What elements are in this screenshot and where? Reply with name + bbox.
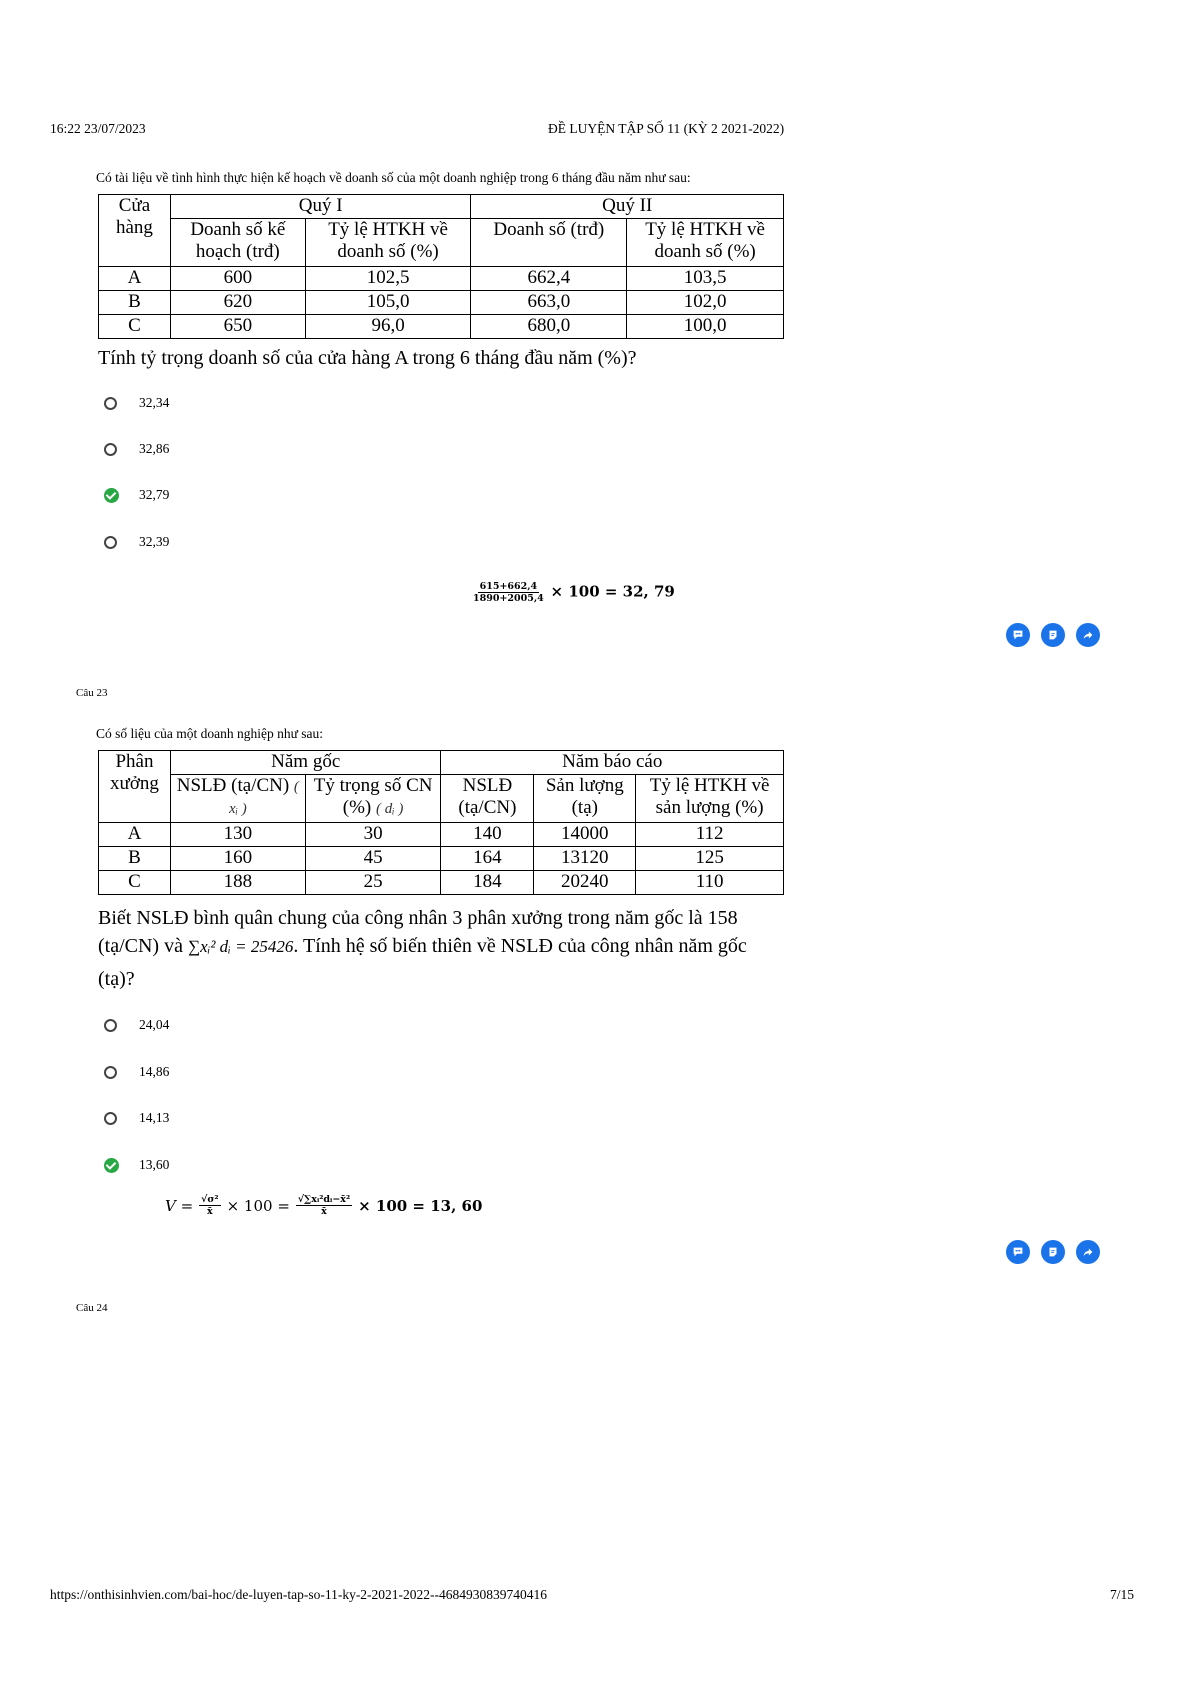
q23-option-1[interactable] [104,1014,169,1036]
page-number: 7/15 [1110,1587,1135,1602]
radio-icon[interactable] [104,1019,117,1032]
solution-mid: × 100 = [226,1196,290,1215]
cell: 102,0 [627,291,784,315]
cell: 100,0 [627,315,784,339]
option-label: 13,60 [139,1157,170,1172]
q22-option-1[interactable] [104,392,169,414]
radio-icon[interactable] [104,443,117,456]
q23-option-3[interactable] [104,1107,169,1129]
cell: 14000 [534,823,636,847]
check-circle-icon [104,1158,119,1173]
q22-option-2[interactable] [104,438,169,460]
table-row [99,823,784,847]
check-circle-icon [104,488,119,503]
q22-h-q2-rate: Tỷ lệ HTKH về doanh số (%) [627,219,784,267]
share-button[interactable] [1076,623,1100,647]
comment-button[interactable] [1006,1240,1030,1264]
cell: 13120 [534,847,636,871]
option-label: 32,34 [139,395,170,410]
cell: 620 [170,291,305,315]
option-label: 24,04 [139,1017,170,1032]
option-label: 32,86 [139,441,170,456]
solution-result: × 100 = 32, 79 [550,582,675,601]
comment-icon [1011,628,1025,642]
cell: 96,0 [305,315,471,339]
q23-h5: Tỷ lệ HTKH về sản lượng (%) [636,775,784,823]
note-button[interactable] [1041,1240,1065,1264]
table-row [99,315,784,339]
q23-label: Câu 23 [76,687,108,699]
cell: 20240 [534,871,636,895]
cell: 110 [636,871,784,895]
cell: 160 [170,847,305,871]
q23-option-4[interactable] [104,1154,169,1176]
q22-h-q1-rate: Tỷ lệ HTKH về doanh số (%) [305,219,471,267]
cell: 662,4 [471,267,627,291]
q23-base-year: Năm gốc [170,751,441,775]
table-row [99,847,784,871]
cell: 105,0 [305,291,471,315]
q22-option-4[interactable] [104,531,169,553]
print-datetime: 16:22 23/07/2023 [50,121,146,136]
header-text: NSLĐ (tạ/CN) [176,775,290,796]
q23-h1 [170,775,305,823]
q23-h2 [305,775,441,823]
comment-button[interactable] [1006,623,1030,647]
cell: B [99,291,171,315]
q22-solution [471,581,675,604]
q22-h-q1-plan: Doanh số kế hoạch (trđ) [170,219,305,267]
fraction-numerator: √σ² [201,1194,219,1205]
question-line-2 [98,932,798,961]
solution-fraction [471,581,546,604]
table-row [99,871,784,895]
fraction-numerator: √∑xᵢ²dᵢ−x̄² [297,1194,351,1205]
q22-quarter1: Quý I [170,195,471,219]
note-icon [1046,628,1060,642]
cell: B [99,847,171,871]
option-label: 32,39 [139,534,170,549]
question-formula: ∑xᵢ² dᵢ = 25426 [187,937,294,956]
option-label: 14,13 [139,1110,170,1125]
share-icon [1081,628,1095,642]
cell: C [99,871,171,895]
radio-icon[interactable] [104,1112,117,1125]
q22-option-3[interactable] [104,484,169,506]
radio-icon[interactable] [104,536,117,549]
solution-result: × 100 = 13, 60 [358,1196,483,1215]
q22-quarter2: Quý II [471,195,784,219]
fraction-denominator: x̄ [207,1206,213,1217]
solution-fraction-2 [296,1194,352,1217]
note-button[interactable] [1041,623,1065,647]
q23-h4: Sản lượng (tạ) [534,775,636,823]
cell: 600 [170,267,305,291]
cell: 650 [170,315,305,339]
option-label: 32,79 [139,487,170,502]
question-line-3: (tạ)? [98,968,135,990]
share-button[interactable] [1076,1240,1100,1264]
print-title: ĐỀ LUYỆN TẬP SỐ 11 (KỲ 2 2021-2022) [548,121,785,136]
table-row [99,267,784,291]
cell: 140 [441,823,534,847]
cell: 45 [305,847,441,871]
q22-intro: Có tài liệu về tình hình thực hiện kế hoạch về doanh số của một doanh nghiệp trong 6 tháng đầu năm như sau: [96,170,691,185]
q23-h3: NSLĐ (tạ/CN) [441,775,534,823]
cell: C [99,315,171,339]
q22-col-store: Cửa hàng [99,195,171,267]
cell: 188 [170,871,305,895]
fraction-numerator: 615+662,4 [479,581,538,592]
solution-fraction-1 [199,1194,220,1217]
cell: 25 [305,871,441,895]
q23-solution [165,1194,482,1217]
radio-icon[interactable] [104,397,117,410]
q23-col-ws: Phân xưởng [99,751,171,823]
q22-question: Tính tỷ trọng doanh số của cửa hàng A trong 6 tháng đầu năm (%)? [98,347,637,369]
cell: 112 [636,823,784,847]
fraction-denominator: 1890+2005,4 [473,593,544,604]
header-symbol: ( xᵢ ) [228,779,299,817]
fraction-denominator: x̄ [321,1206,327,1217]
q23-intro: Có số liệu của một doanh nghiệp như sau: [96,726,324,741]
q23-report-year: Năm báo cáo [441,751,784,775]
cell: 103,5 [627,267,784,291]
cell: 30 [305,823,441,847]
solution-lhs: V = [165,1196,194,1215]
cell: 680,0 [471,315,627,339]
cell: 130 [170,823,305,847]
cell: 184 [441,871,534,895]
q23-table [98,750,784,895]
print-url: https://onthisinhvien.com/bai-hoc/de-luyen-tap-so-11-ky-2-2021-2022--4684930839740416 [50,1587,548,1602]
q23-question [98,904,798,993]
note-icon [1046,1245,1060,1259]
q23-option-2[interactable] [104,1061,169,1083]
share-icon [1081,1245,1095,1259]
cell: A [99,823,171,847]
cell: A [99,267,171,291]
q24-label: Câu 24 [76,1302,108,1314]
cell: 102,5 [305,267,471,291]
question-line-1: Biết NSLĐ bình quân chung của công nhân 3 phân xưởng trong năm gốc là 158 [98,907,738,929]
q22-table [98,194,784,339]
cell: 663,0 [471,291,627,315]
radio-icon[interactable] [104,1066,117,1079]
table-row [99,291,784,315]
option-label: 14,86 [139,1064,170,1079]
cell: 164 [441,847,534,871]
header-text: Tỷ trọng số CN (%) [313,775,433,818]
comment-icon [1011,1245,1025,1259]
q22-h-q2-sales: Doanh số (trđ) [471,219,627,267]
cell: 125 [636,847,784,871]
question-text: . Tính hệ số biến thiên về NSLĐ của công nhân năm gốc [293,935,747,957]
header-symbol: ( dᵢ ) [376,800,404,817]
question-text: (tạ/CN) và [98,935,183,957]
